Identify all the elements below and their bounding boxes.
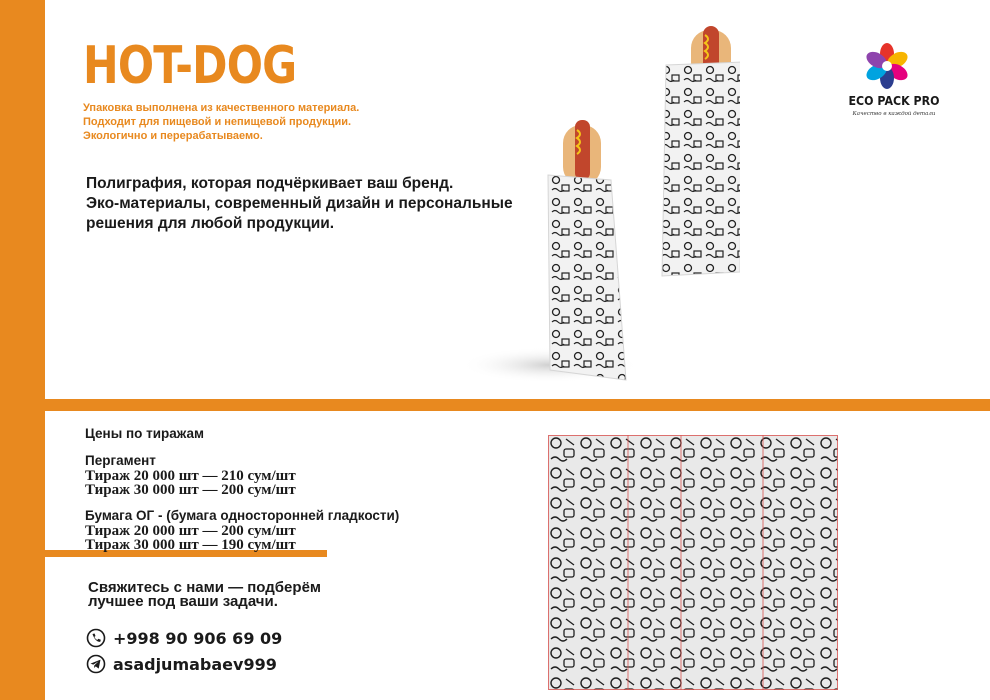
cta-line: Свяжитесь с нами — подберём — [88, 579, 322, 596]
telegram-row[interactable] — [86, 653, 277, 675]
contact-cta — [88, 581, 321, 609]
phone-number[interactable]: +998 90 906 69 09 — [113, 628, 283, 648]
description-line: Полиграфия, которая подчёркивает ваш бренд. — [86, 175, 454, 192]
og-paper-title: Бумага ОГ - (бумага односторонней гладкости) — [85, 508, 400, 523]
phone-row[interactable] — [86, 627, 282, 649]
price-line: Тираж 30 000 шт — 190 сум/шт — [85, 537, 296, 553]
logo-flower-icon — [863, 42, 911, 90]
accent-divider-band — [45, 399, 990, 411]
subtitle-line: Подходит для пищевой и непищевой продукции. — [83, 116, 352, 128]
subtitle-block — [83, 101, 359, 143]
parchment-title: Пергамент — [85, 453, 156, 468]
price-list — [85, 425, 399, 552]
brand-logo — [840, 42, 960, 122]
hotdog-package-illustration — [440, 20, 740, 390]
price-line: Тираж 30 000 шт — 200 сум/шт — [85, 482, 296, 498]
accent-side-bar — [0, 0, 45, 700]
price-line: Тираж 20 000 шт — 200 сум/шт — [85, 523, 296, 539]
cta-line: лучшее под ваши задачи. — [88, 593, 278, 610]
subtitle-line: Экологично и перерабатываемо. — [83, 130, 263, 142]
telegram-handle[interactable]: asadjumabaev999 — [113, 654, 277, 674]
description-line: решения для любой продукции. — [86, 215, 335, 232]
page-title: HOT-DOG — [83, 36, 297, 96]
print-pattern-preview — [548, 435, 838, 690]
description-line: Эко-материалы, современный дизайн и персональные — [86, 195, 513, 212]
logo-tagline: Качество в каждой детали — [852, 111, 936, 117]
phone-icon — [86, 628, 106, 648]
price-line: Тираж 20 000 шт — 210 сум/шт — [85, 468, 296, 484]
logo-name: ECO PACK PRO — [848, 94, 940, 108]
subtitle-line: Упаковка выполнена из качественного материала. — [83, 102, 360, 114]
telegram-icon — [86, 654, 106, 674]
prices-heading: Цены по тиражам — [85, 426, 205, 441]
